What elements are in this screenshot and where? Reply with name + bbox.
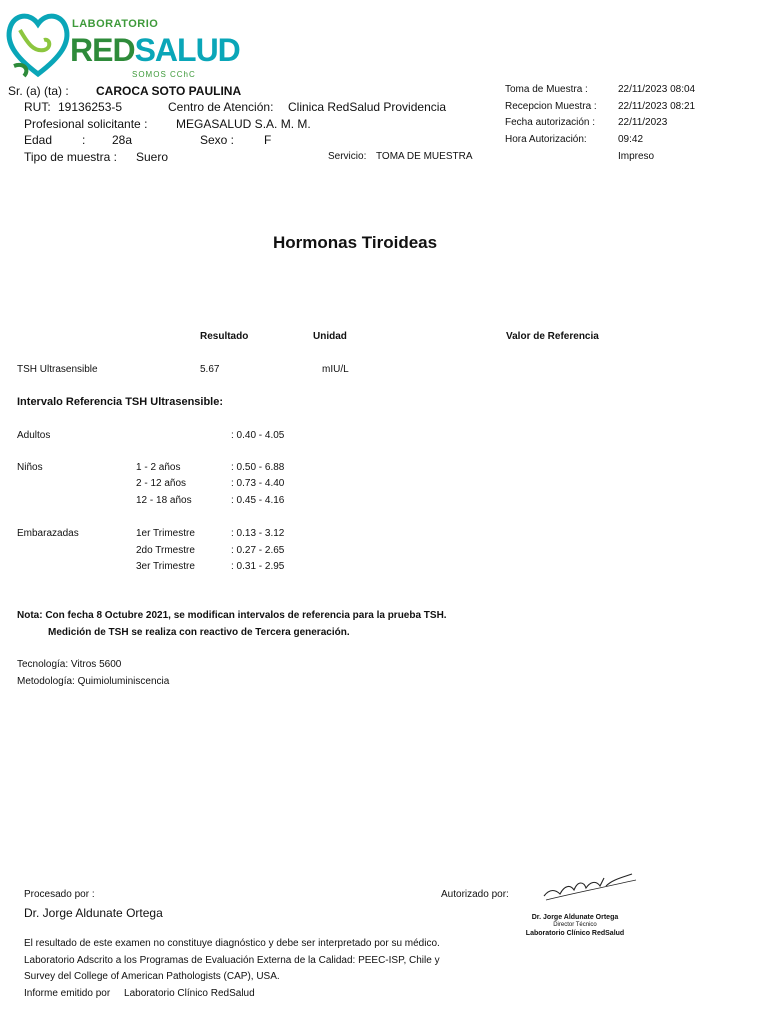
ninos-label: Niños bbox=[17, 462, 43, 473]
note-line2: Medición de TSH se realiza con reactivo de Tercera generación. bbox=[48, 627, 350, 638]
interval-title: Intervalo Referencia TSH Ultrasensible: bbox=[17, 396, 224, 408]
header-referencia: Valor de Referencia bbox=[506, 331, 599, 342]
embarazadas-range: : 0.31 - 2.95 bbox=[231, 561, 285, 572]
autorizacion-value: 22/11/2023 bbox=[618, 117, 668, 128]
embarazadas-group: 1er Trimestre bbox=[136, 528, 195, 539]
embarazadas-range: : 0.27 - 2.65 bbox=[231, 545, 285, 556]
patient-name: CAROCA SOTO PAULINA bbox=[96, 84, 242, 98]
center-value: Clinica RedSalud Providencia bbox=[288, 100, 447, 114]
service-value: TOMA DE MUESTRA bbox=[376, 151, 473, 162]
age-label: Edad bbox=[24, 133, 53, 147]
age-separator: : bbox=[82, 133, 86, 147]
metodologia: Metodología: Quimioluminiscencia bbox=[17, 676, 170, 687]
logo-lab-label: LABORATORIO bbox=[72, 18, 159, 30]
signature-role: Director Técnico bbox=[553, 922, 597, 928]
ninos-range: : 0.45 - 4.16 bbox=[231, 495, 285, 506]
patient-name-label: Sr. (a) (ta) : bbox=[8, 84, 69, 98]
logo-tagline: SOMOS CChC bbox=[132, 70, 196, 79]
hora-label: Hora Autorización: bbox=[505, 134, 587, 145]
ninos-group: 12 - 18 años bbox=[136, 495, 192, 506]
hora-value: 09:42 bbox=[618, 134, 644, 145]
header-unidad: Unidad bbox=[313, 331, 347, 342]
sex-label: Sexo : bbox=[200, 133, 235, 147]
informe: Informe emitido por Laboratorio Clínico RedSalud bbox=[24, 988, 255, 999]
logo-brand-name bbox=[70, 32, 240, 69]
signature-lab: Laboratorio Clínico RedSalud bbox=[525, 930, 625, 937]
tecnologia: Tecnología: Vitros 5600 bbox=[17, 659, 122, 670]
disclaimer: El resultado de este examen no constituye diagnóstico y debe ser interpretado por su médico. bbox=[24, 938, 440, 949]
signature-name: Dr. Jorge Aldunate Ortega bbox=[531, 914, 619, 921]
note-line1: Nota: Con fecha 8 Octubre 2021, se modifican intervalos de referencia para la prueba TSH. bbox=[17, 610, 447, 621]
adultos-range: : 0.40 - 4.05 bbox=[231, 430, 285, 441]
signature-icon bbox=[540, 866, 640, 906]
ninos-group: 2 - 12 años bbox=[136, 478, 187, 489]
autorizacion-label: Fecha autorización : bbox=[505, 117, 596, 128]
test-unit: mIU/L bbox=[322, 364, 349, 375]
procesado-name: Dr. Jorge Aldunate Ortega bbox=[24, 906, 163, 920]
embarazadas-range: : 0.13 - 3.12 bbox=[231, 528, 285, 539]
toma-label: Toma de Muestra : bbox=[505, 84, 588, 95]
programs-line2: Survey del College of American Pathologists (CAP), USA. bbox=[24, 971, 280, 982]
embarazadas-group: 2do Trmestre bbox=[136, 545, 195, 556]
report-title: Hormonas Tiroideas bbox=[273, 233, 438, 252]
professional-label: Profesional solicitante : bbox=[24, 117, 148, 131]
sex-value: F bbox=[264, 133, 272, 147]
autorizado-label: Autorizado por: bbox=[441, 889, 509, 900]
test-name: TSH Ultrasensible bbox=[17, 364, 98, 375]
ninos-group: 1 - 2 años bbox=[136, 462, 181, 473]
sample-value: Suero bbox=[136, 150, 169, 164]
sample-label: Tipo de muestra : bbox=[24, 150, 117, 164]
heart-logo-icon bbox=[4, 4, 74, 84]
ninos-range: : 0.50 - 6.88 bbox=[231, 462, 285, 473]
recepcion-label: Recepcion Muestra : bbox=[505, 101, 597, 112]
embarazadas-group: 3er Trimestre bbox=[136, 561, 195, 572]
logo-brand-red: RED bbox=[70, 32, 135, 68]
programs-line1: Laboratorio Adscrito a los Programas de Evaluación Externa de la Calidad: PEEC-ISP, Chile y bbox=[24, 955, 440, 966]
professional-value: MEGASALUD S.A. M. M. bbox=[176, 117, 311, 131]
rut-label: RUT: bbox=[24, 100, 51, 114]
recepcion-value: 22/11/2023 08:21 bbox=[618, 101, 696, 112]
adultos-label: Adultos bbox=[17, 430, 51, 441]
center-label: Centro de Atención: bbox=[168, 100, 274, 114]
ninos-range: : 0.73 - 4.40 bbox=[231, 478, 285, 489]
test-result: 5.67 bbox=[200, 364, 220, 375]
lab-logo bbox=[4, 4, 240, 84]
logo-brand-salud: SALUD bbox=[134, 32, 240, 68]
embarazadas-label: Embarazadas bbox=[17, 528, 79, 539]
status-value: Impreso bbox=[618, 151, 655, 162]
rut-value: 19136253-5 bbox=[58, 100, 123, 114]
service-label: Servicio: bbox=[328, 151, 367, 162]
procesado-label: Procesado por : bbox=[24, 889, 95, 900]
age-value: 28a bbox=[112, 133, 133, 147]
header-resultado: Resultado bbox=[200, 331, 249, 342]
toma-value: 22/11/2023 08:04 bbox=[618, 84, 696, 95]
